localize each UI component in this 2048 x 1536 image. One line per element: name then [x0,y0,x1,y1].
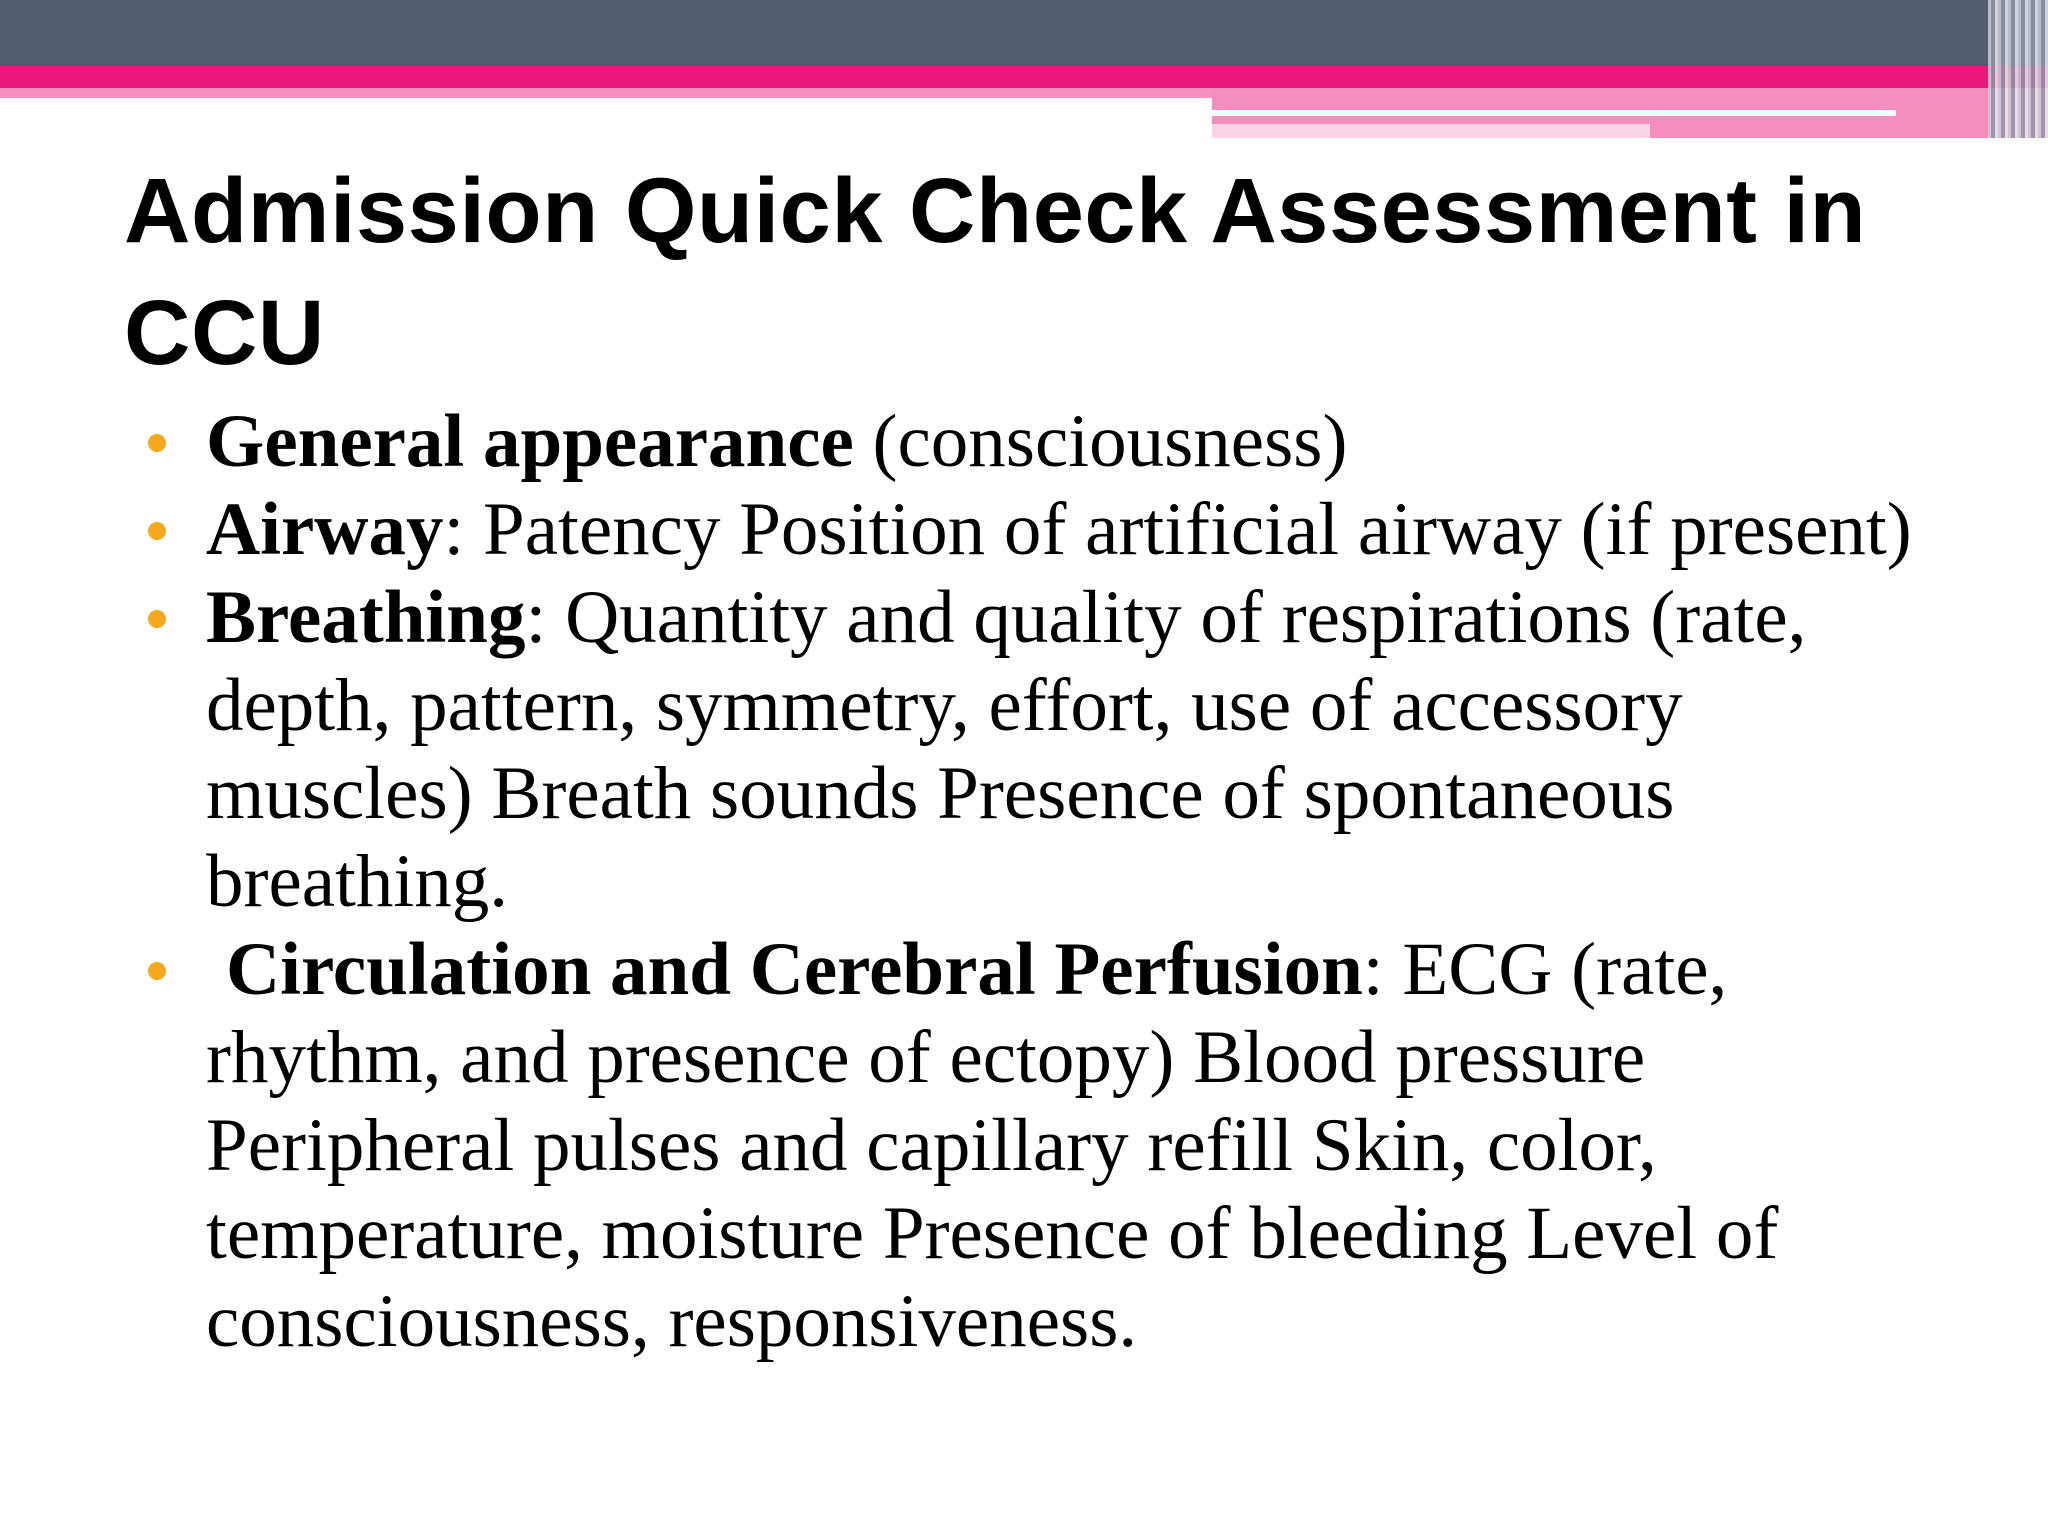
bullet-heading: Circulation and Cerebral Perfusion [226,928,1363,1011]
bullet-dot-icon [148,962,166,980]
bullet-text: : Patency Position of artificial airway (if present) [443,488,1912,571]
bullet-dot-icon [148,610,166,628]
bullet-list [140,398,1940,1366]
bullet-item-breathing [140,574,1940,926]
header-band-gray [0,0,2048,66]
header-band-pink [0,66,2048,88]
bullet-dot-icon [148,434,166,452]
bullet-heading: Airway [206,488,444,571]
bullet-text: : ECG (rate, rhythm, and presence of ectopy) Blood pressure Peripheral pulses and capillary refill Skin, color, temperature, moisture Presence of bleeding Level of consciousness, responsiveness. [206,928,1779,1363]
bullet-item-circulation [140,926,1940,1366]
bullet-text: (consciousness) [853,400,1348,483]
bullet-heading: General appearance [206,400,854,483]
bullet-text: : Quantity and quality of respirations (rate, depth, pattern, symmetry, effort, use of accessory muscles) Breath sounds Presence of spontaneous breathing. [206,576,1807,923]
header-band-pink-light [0,88,1212,98]
slide-title: Admission Quick Check Assessment in CCU [124,160,1867,384]
header-accent-line [1212,110,1896,116]
bullet-heading: Breathing [206,576,526,659]
bullet-item-airway [140,486,1940,574]
header-stripes-decoration [1988,0,2048,138]
bullet-dot-icon [148,522,166,540]
bullet-item-general-appearance [140,398,1940,486]
header-accent-line [1212,124,1650,138]
